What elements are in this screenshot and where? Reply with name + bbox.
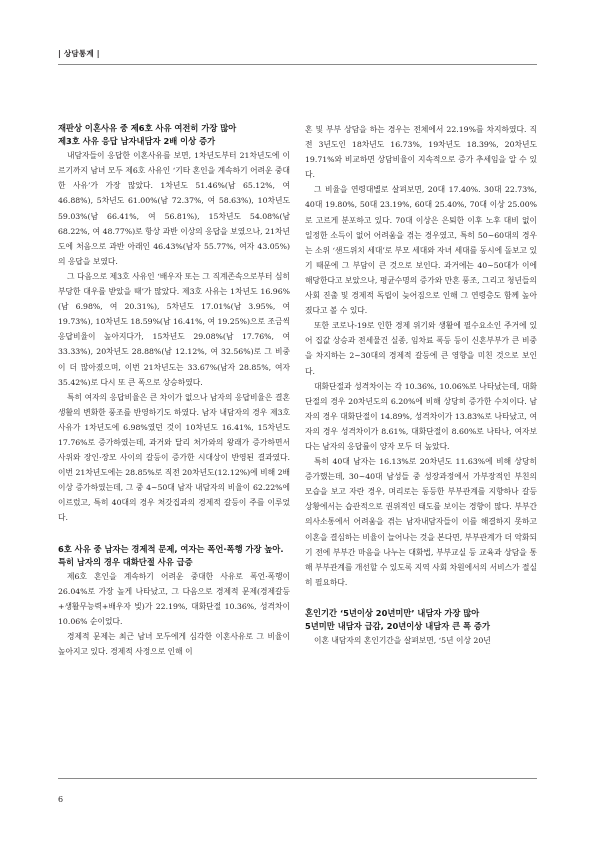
left-column	[58, 122, 290, 659]
body-paragraph: 이혼 내담자의 혼인기간을 살펴보면, ‘5년 이상 20년	[314, 636, 491, 646]
footer-divider	[58, 778, 537, 779]
section-header: | 상담통계 |	[58, 49, 100, 58]
body-paragraph: 그 다음으로 제3호 사유인 ‘배우자 또는 그 직계존속으로부터 심히 부당한 대우를 받았을 때’가 많았다. 제3호 사유는 1차년도 16.96%(남 6.98%, 여 20.31%), 5차년도 17.01%(남 3.95%, 여 19.73%), 10차년도 18.59%(남 16.41%, 여 19.25%)으로 조금씩 응답비율이 높아지다가, 15차년도 29.08%(남 17.76%, 여 33.33%), 20차년도 28.88%(남 12.12%, 여 32.56%)로 그 비중이 더 많아졌으며, 이번 21차년도는 33.67%(남자 28.85%, 여자 35.42%)로 다시 또 큰 폭으로 상승하였다.	[58, 271, 290, 387]
body-paragraph: 대화단절과 성격차이는 각 10.36%, 10.06%로 나타났는데, 대화단절의 경우 20차년도의 6.20%에 비해 상당히 증가한 수치이다. 남자의 경우 대화단절이 14.89%, 성격차이가 13.83%로 나타났고, 여자의 경우 성격차이가 8.61%, 대화단절이 8.60%로 나타나, 여자보다는 남자의 응답률이 양자 모두 더 높았다.	[305, 381, 537, 451]
section-heading	[305, 607, 537, 633]
section-heading	[58, 122, 290, 148]
body-paragraph: 내담자들이 응답한 이혼사유를 보면, 1차년도부터 21차년도에 이르기까지 남녀 모두 제6호 사유인 ‘기타 혼인을 계속하기 어려운 중대한 사유’가 가장 많았다. 1차년도 51.46%(남 65.12%, 여 46.88%), 5차년도 61.00%(남 72.37%, 여 58.63%), 10차년도 59.03%(남 66.41%, 여 56.81%), 15차년도 54.08%(남 68.22%, 여 48.77%)로 항상 과반 이상의 응답을 보였으나, 21차년도에 처음으로 과반 아래인 46.43%(남자 55.77%, 여자 43.05%)의 응답을 보였다.	[58, 151, 290, 266]
body-paragraph: 그 비율을 연령대별로 살펴보면, 20대 17.40%. 30대 22.73%, 40대 19.80%, 50대 23.19%, 60대 25.40%, 70대 이상 25.00%로 고르게 분포하고 있다. 70대 이상은 은퇴한 이후 노후 대비 없이 일정한 소득이 없어 어려움을 겪는 경우였고, 특히 50~60대의 경우는 소위 ‘샌드위치 세대’로 부모 세대와 자녀 세대를 동시에 돌보고 있기 때문에 그 부담이 큰 것으로 보인다. 과거에는 40~50대가 이에 해당한다고 보았으나, 평균수명의 증가와 만혼 풍조, 그리고 청년들의 사회 진출 및 경제적 독립이 늦어짐으로 인해 그 연령층도 함께 높아졌다고 볼 수 있다.	[305, 185, 537, 316]
body-paragraph: 제6호 혼인을 계속하기 어려운 중대한 사유로 폭언·폭행이 26.04%로 가장 높게 나타났고, 그 다음으로 경제적 문제(경제갈등+생활무능력+배우자 빚)가 22.19%, 대화단절 10.36%, 성격차이 10.06% 순이었다.	[58, 571, 290, 626]
body-paragraph: 특히 여자의 응답비율은 큰 차이가 없으나 남자의 응답비율은 결혼생활의 변화한 풍조를 반영하기도 하였다. 남자 내담자의 경우 제3호 사유가 1차년도에 6.98%였던 것이 10차년도 16.41%, 15차년도 17.76%로 증가하였는데, 과거와 달리 처가와의 왕래가 증가하면서 사위와 장인·장모 사이의 갈등이 증가한 시대상이 반영된 결과였다. 이번 21차년도에는 28.85%로 직전 20차년도(12.12%)에 비해 2배 이상 증가하였는데, 그 중 4~50대 남자 내담자의 비율이 62.22%에 이르렀고, 특히 40대의 경우 처갓집과의 경제적 갈등이 주를 이루었다.	[58, 392, 290, 523]
body-paragraph: 특히 40대 남자는 16.13%로 20차년도 11.63%에 비해 상당히 증가했는데, 30~40대 남성들 중 성장과정에서 가부장적인 부친의 모습을 보고 자란 경우, 며리로는 동등한 부부관계를 지향하나 갈등 상황에서는 습관적으로 권위적인 태도를 보이는 경향이 많다. 부부간 의사소통에서 어려움을 겪는 남자내담자들이 이를 해결하지 못하고 이혼을 결심하는 비율이 늘어나는 것을 본다면, 부부관계가 더 악화되기 전에 부부간 마음을 나누는 대화법, 부부교실 등 교육과 상담을 통해 부부관계를 개선할 수 있도록 지역 사회 차원에서의 서비스가 절실히 필요하다.	[305, 457, 537, 587]
right-column	[305, 122, 537, 648]
heading-line: 5년미만 내담자 급감, 20년이상 내담자 큰 폭 증가	[305, 621, 490, 631]
heading-line: 혼인기간 ‘5년이상 20년미만’ 내담자 가장 많아	[305, 607, 480, 618]
heading-line: 제3호 사유 응답 남자내담자 2배 이상 증가	[58, 136, 216, 147]
page-number: 6	[58, 795, 64, 804]
body-paragraph-continued: 혼 및 부부 상담을 하는 경우는 전체에서 22.19%를 차지하였다. 직전 3년도인 18차년도 16.73%, 19차년도 18.39%, 20차년도 19.71%와 비교하면 상담비율이 지속적으로 증가 추세임을 알 수 있다.	[305, 125, 537, 180]
heading-line: 재판상 이혼사유 중 제6호 사유 여전히 가장 많아	[58, 123, 237, 133]
body-paragraph: 경제적 문제는 최근 남녀 모두에게 심각한 이혼사유로 그 비율이 높아지고 있다. 경제적 사정으로 인해 이	[58, 632, 290, 657]
header-divider	[58, 64, 537, 65]
section-heading: 6호 사유 중 남자는 경제적 문제, 여자는 폭언·폭행 가장 높아. 특히 남자의 경우 대화단절 사유 급증	[58, 543, 284, 567]
body-paragraph: 또한 코로나-19로 인한 경제 위기와 생활에 필수요소인 주거에 있어 집값 상승과 전세물건 실종, 임차료 폭등 등이 신혼부부가 큰 비중을 차지하는 2~30대의 경제적 갈등에 큰 영향을 미친 것으로 보인다.	[305, 321, 537, 376]
